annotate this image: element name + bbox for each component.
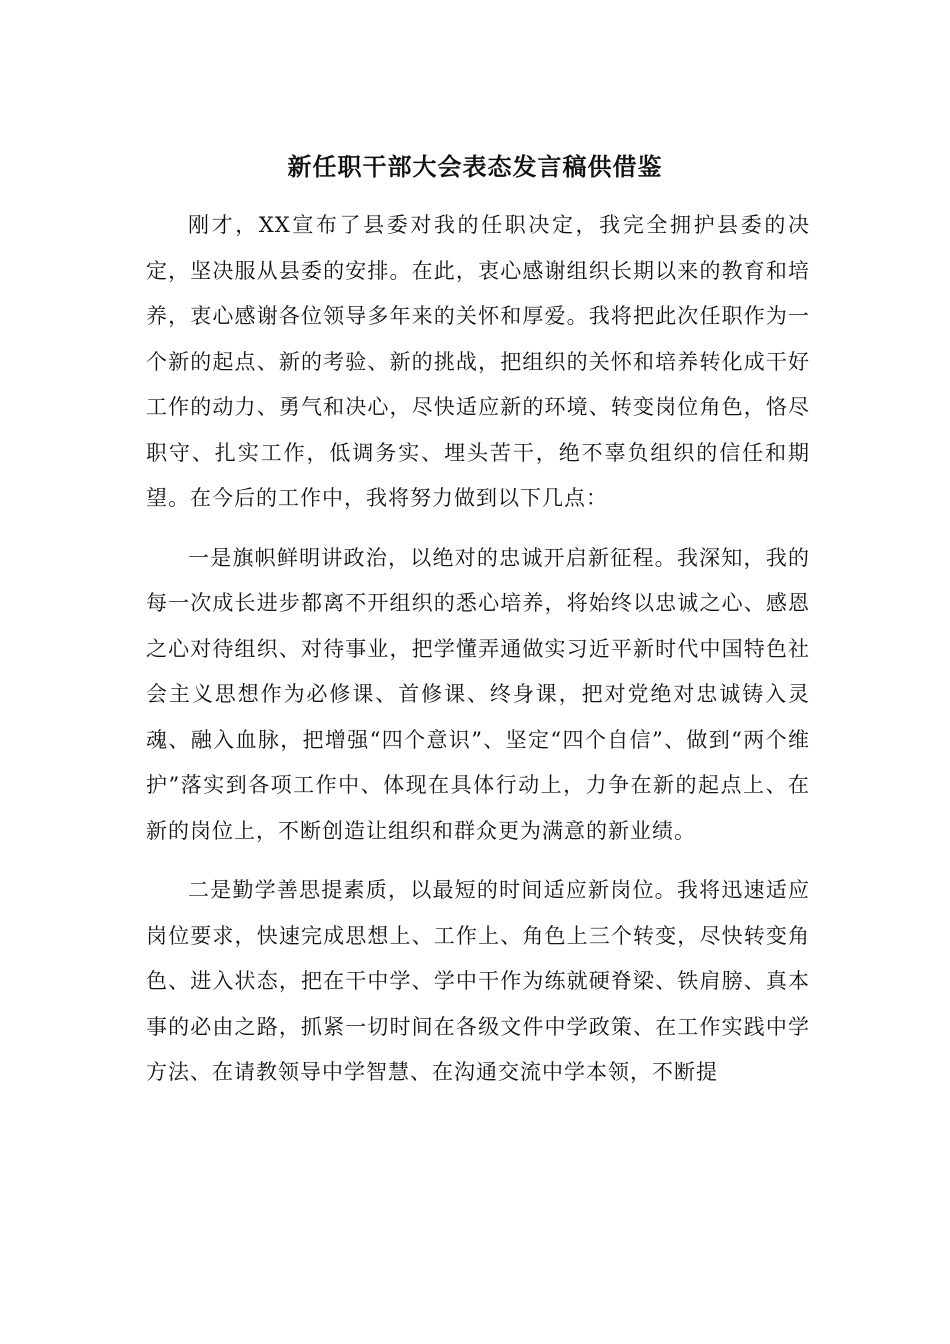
paragraph-point-one: 一是旗帜鲜明讲政治，以绝对的忠诚开启新征程。我深知，我的每一次成长进步都离不开组织的悉心培养，将始终以忠诚之心、感恩之心对待组织、对待事业，把学懂弄通做实习近平新时代中国特色社会主义思想作为必修课、首修课、终身课，把对党绝对忠诚铸入灵魂、融入血脉，把增强“四个意识”、坚定“四个自信”、做到“两个维护”落实到各项工作中、体现在具体行动上，力争在新的起点上、在新的岗位上，不断创造让组织和群众更为满意的新业绩。 [146, 545, 810, 843]
document-title: 新任职干部大会表态发言稿供借鉴 [287, 152, 663, 181]
document-body [146, 203, 810, 1110]
paragraph-point-two: 二是勤学善思提素质，以最短的时间适应新岗位。我将迅速适应岗位要求，快速完成思想上、工作上、角色上三个转变，尽快转变角色、进入状态，把在干中学、学中干作为练就硬脊梁、铁肩膀、真本事的必由之路，抓紧一切时间在各级文件中学政策、在工作实践中学方法、在请教领导中学智慧、在沟通交流中学本领，不断提 [146, 878, 810, 1084]
paragraph-intro: 刚才，XX宣布了县委对我的任职决定，我完全拥护县委的决定，坚决服从县委的安排。在此，衷心感谢组织长期以来的教育和培养，衷心感谢各位领导多年来的关怀和厚爱。我将把此次任职作为一个新的起点、新的考验、新的挑战，把组织的关怀和培养转化成干好工作的动力、勇气和决心，尽快适应新的环境、转变岗位角色，恪尽职守、扎实工作，低调务实、埋头苦干，绝不辜负组织的信任和期望。在今后的工作中，我将努力做到以下几点： [146, 213, 810, 510]
